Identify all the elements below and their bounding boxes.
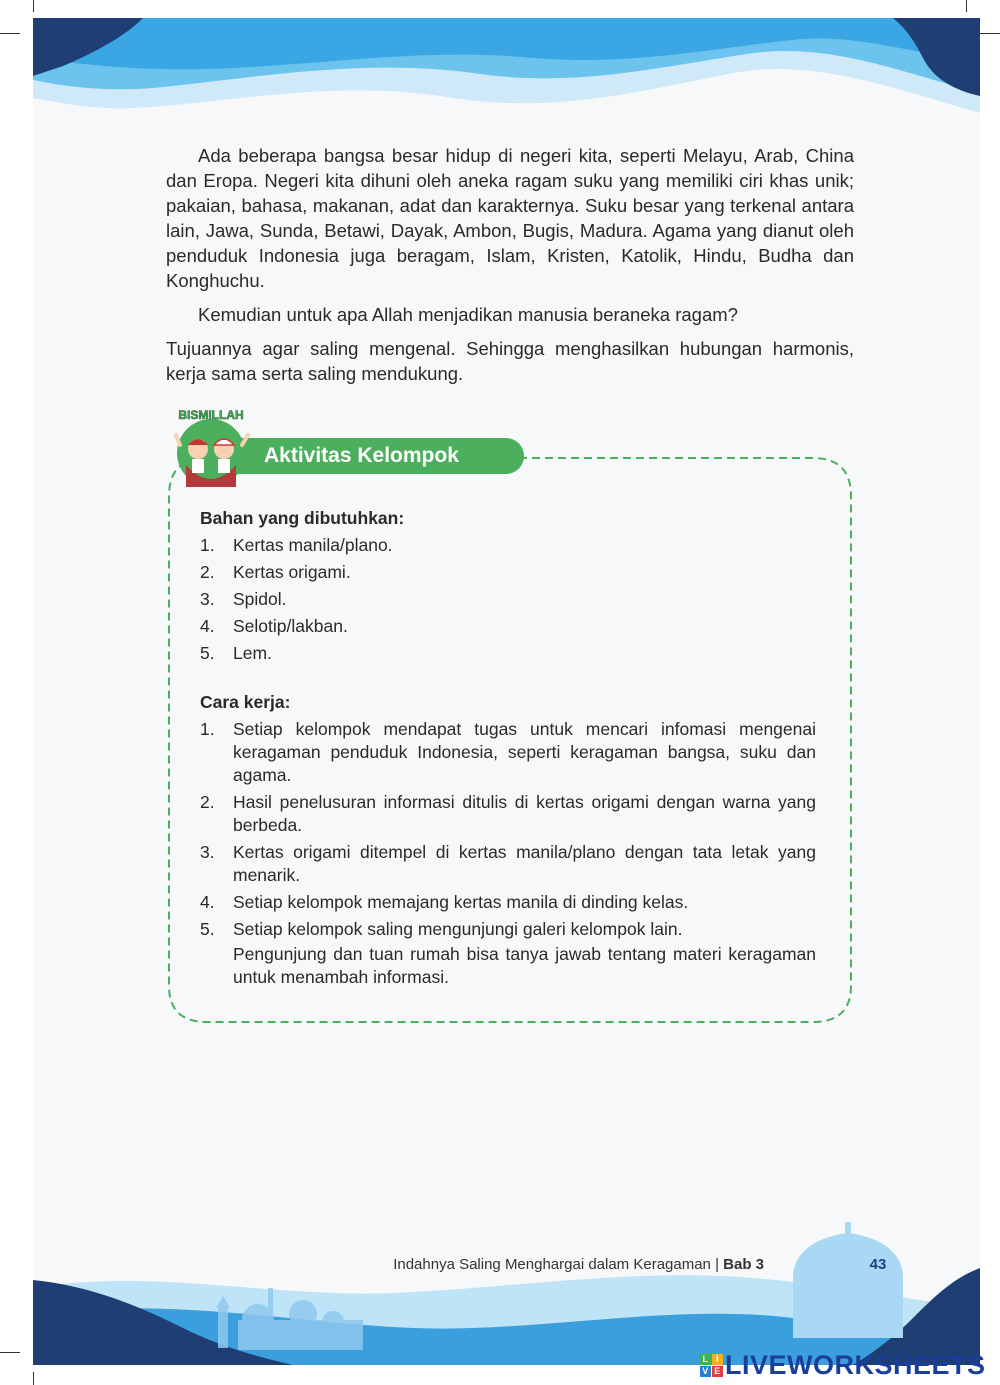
- crop-mark: [0, 1352, 20, 1353]
- list-item: [200, 841, 816, 887]
- list-number: 5.: [200, 919, 215, 939]
- intro-paragraph: Ada beberapa bangsa besar hidup di negeri kita, seperti Melayu, Arab, China dan Eropa. Negeri kita dihuni oleh aneka ragam suku yang memiliki ciri khas unik; pakaian, bahasa, makanan, adat dan karakternya. Suku besar yang terkenal antara lain, Jawa, Sunda, Betawi, Dayak, Ambon, Bugis, Madura. Agama yang dianut oleh penduduk Indonesia juga beragam, Islam, Kristen, Katolik, Hindu, Budha dan Konghuchu.: [166, 145, 854, 291]
- liveworksheets-logo: [700, 1354, 723, 1377]
- steps-heading: Cara kerja:: [200, 692, 291, 712]
- intro-answer: Tujuannya agar saling mengenal. Sehingga menghasilkan hubungan harmonis, kerja sama serta saling mendukung.: [166, 338, 854, 384]
- materials-list: [200, 534, 816, 665]
- list-number: 2.: [200, 792, 215, 812]
- list-item: [200, 561, 816, 584]
- list-text: [233, 918, 816, 989]
- list-text: Kertas manila/plano.: [233, 535, 393, 555]
- list-number: 5.: [200, 643, 215, 663]
- list-item: [200, 534, 816, 557]
- list-item: [200, 615, 816, 638]
- crop-mark: [0, 33, 20, 34]
- list-text: Hasil penelusuran informasi ditulis di kertas origami dengan warna yang berbeda.: [233, 792, 816, 835]
- footer-wave-decoration: [33, 1208, 980, 1365]
- list-text: Selotip/lakban.: [233, 616, 348, 636]
- logo-letter: V: [700, 1366, 711, 1377]
- liveworksheets-watermark[interactable]: [700, 1349, 986, 1381]
- badge-text: BISMILLAH: [178, 408, 244, 422]
- list-text: Spidol.: [233, 589, 287, 609]
- watermark-text: LIVEWORKSHEETS: [725, 1349, 986, 1380]
- list-item: [200, 588, 816, 611]
- list-text: Kertas origami ditempel di kertas manila/plano dengan tata letak yang menarik.: [233, 842, 816, 885]
- list-item: [200, 918, 816, 989]
- list-text-extra: Pengunjung dan tuan rumah bisa tanya jawab tentang materi keragaman untuk menambah informasi.: [233, 944, 816, 987]
- chapter-title: [393, 1256, 764, 1273]
- list-item: [200, 642, 816, 665]
- crop-mark: [33, 0, 34, 12]
- steps-list: [200, 718, 816, 989]
- list-number: 1.: [200, 535, 215, 555]
- list-text: Kertas origami.: [233, 562, 351, 582]
- activity-title: Aktivitas Kelompok: [232, 438, 524, 474]
- intro-text: [166, 143, 854, 386]
- crop-mark: [966, 0, 967, 12]
- logo-letter: I: [712, 1354, 723, 1365]
- page-number: 43: [869, 1256, 887, 1273]
- list-number: 3.: [200, 589, 215, 609]
- bismillah-badge-illustration: [168, 405, 258, 489]
- list-text: Setiap kelompok memajang kertas manila di dinding kelas.: [233, 892, 689, 912]
- list-text-main: Setiap kelompok saling mengunjungi galeri kelompok lain.: [233, 919, 683, 939]
- list-item: [200, 891, 816, 914]
- list-number: 4.: [200, 892, 215, 912]
- list-item: [200, 791, 816, 837]
- list-item: [200, 718, 816, 787]
- list-number: 2.: [200, 562, 215, 582]
- list-text: Setiap kelompok mendapat tugas untuk mencari infomasi mengenai keragaman penduduk Indonesia, seperti keragaman bangsa, suku dan agama.: [233, 719, 816, 785]
- materials-heading: Bahan yang dibutuhkan:: [200, 508, 405, 528]
- crop-mark: [980, 33, 1000, 34]
- chapter-title-text: Indahnya Saling Menghargai dalam Keragaman |: [393, 1256, 724, 1273]
- chapter-label: Bab 3: [723, 1256, 764, 1273]
- header-wave-decoration: [33, 18, 980, 128]
- logo-letter: E: [712, 1366, 723, 1377]
- activity-content: [200, 507, 816, 993]
- list-number: 3.: [200, 842, 215, 862]
- logo-letter: L: [700, 1354, 711, 1365]
- list-text: Lem.: [233, 643, 272, 663]
- list-number: 1.: [200, 719, 215, 739]
- crop-mark: [33, 1372, 34, 1385]
- intro-question: Kemudian untuk apa Allah menjadikan manusia beraneka ragam?: [198, 304, 738, 325]
- list-number: 4.: [200, 616, 215, 636]
